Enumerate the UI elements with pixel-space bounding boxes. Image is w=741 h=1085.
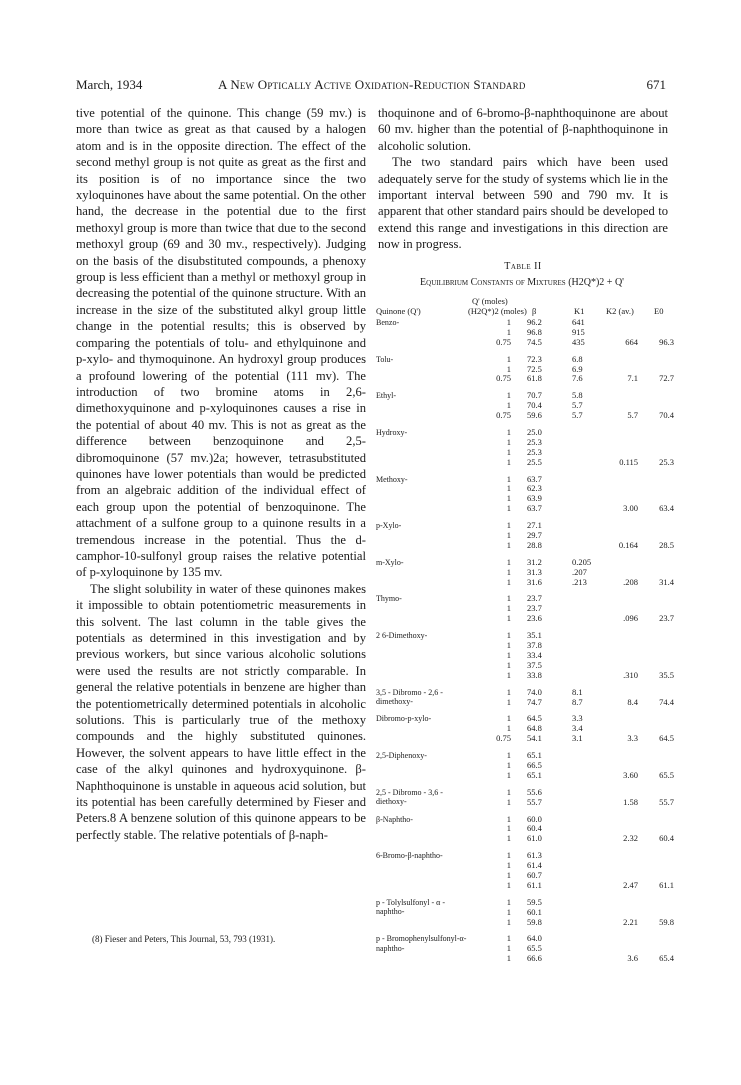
table-group xyxy=(372,521,672,551)
table-row xyxy=(372,771,672,781)
beta-cell: 28.8 xyxy=(527,539,542,550)
beta-cell: 65.5 xyxy=(527,943,542,954)
e0-cell: 74.4 xyxy=(659,696,674,707)
table-row xyxy=(372,641,672,651)
h-moles-cell: 1 xyxy=(506,530,511,541)
table-row xyxy=(372,631,672,641)
k1-cell: 7.6 xyxy=(572,373,583,384)
h-moles-cell: 1 xyxy=(506,649,511,660)
header-k2: K2 (av.) xyxy=(606,306,634,316)
beta-cell: 66.6 xyxy=(527,953,542,964)
e0-cell: 28.5 xyxy=(659,539,674,550)
beta-cell: 61.3 xyxy=(527,850,542,861)
k2-cell: 0.164 xyxy=(618,539,638,550)
table-row xyxy=(372,578,672,588)
e0-cell: 60.4 xyxy=(659,833,674,844)
h-moles-cell: 1 xyxy=(506,860,511,871)
paragraph: thoquinone and of 6-bromo-β-naphthoquinone are about 60 mv. higher than the potential of β-naphthoquinone in alcoholic solution. xyxy=(378,106,668,153)
quinone-name: 2 6-Dimethoxy- xyxy=(376,631,428,641)
beta-cell: 23.6 xyxy=(527,613,542,624)
k1-cell: 6.9 xyxy=(572,363,583,374)
h-moles-cell: 1 xyxy=(506,813,511,824)
quinone-name: Thymo- xyxy=(376,594,402,604)
k1-cell: 5.7 xyxy=(572,410,583,421)
k1-cell: 0.205 xyxy=(572,556,592,567)
k2-cell: 5.7 xyxy=(627,410,638,421)
e0-cell: 72.7 xyxy=(659,373,674,384)
e0-cell: 23.7 xyxy=(659,613,674,624)
k2-cell: 3.60 xyxy=(623,769,638,780)
table-row xyxy=(372,428,672,438)
beta-cell: 33.8 xyxy=(527,669,542,680)
table-row xyxy=(372,541,672,551)
table-group xyxy=(372,558,672,588)
h-moles-cell: 1 xyxy=(506,833,511,844)
k2-cell: 1.58 xyxy=(623,796,638,807)
beta-cell: 60.7 xyxy=(527,869,542,880)
h-moles-cell: 1 xyxy=(506,823,511,834)
beta-cell: 59.8 xyxy=(527,916,542,927)
right-column xyxy=(378,105,668,253)
header-h-moles: (H2Q*)2 (moles) xyxy=(468,306,527,316)
h-moles-cell: 0.75 xyxy=(496,733,511,744)
h-moles-cell: 1 xyxy=(506,363,511,374)
h-moles-cell: 0.75 xyxy=(496,373,511,384)
k1-cell: 915 xyxy=(572,326,585,337)
h-moles-cell: 1 xyxy=(506,520,511,531)
k1-cell: 8.1 xyxy=(572,686,583,697)
h-moles-cell: 1 xyxy=(506,669,511,680)
h-moles-cell: 1 xyxy=(506,713,511,724)
e0-cell: 35.5 xyxy=(659,669,674,680)
table-row xyxy=(372,594,672,604)
table-row xyxy=(372,318,672,328)
beta-cell: 23.7 xyxy=(527,593,542,604)
k2-cell: .096 xyxy=(623,613,638,624)
e0-cell: 64.5 xyxy=(659,733,674,744)
table-group xyxy=(372,898,672,928)
header-e0: E0 xyxy=(654,306,664,316)
h-moles-cell: 1 xyxy=(506,353,511,364)
h-moles-cell: 1 xyxy=(506,473,511,484)
h-moles-cell: 0.75 xyxy=(496,336,511,347)
table-group xyxy=(372,788,672,808)
table-row xyxy=(372,475,672,485)
h-moles-cell: 1 xyxy=(506,456,511,467)
beta-cell: 65.1 xyxy=(527,769,542,780)
table-group xyxy=(372,751,672,781)
h-moles-cell: 1 xyxy=(506,493,511,504)
beta-cell: 66.5 xyxy=(527,759,542,770)
beta-cell: 96.2 xyxy=(527,317,542,327)
k2-cell: 0.115 xyxy=(619,456,638,467)
beta-cell: 63.9 xyxy=(527,493,542,504)
k2-cell: .310 xyxy=(623,669,638,680)
table-row xyxy=(372,651,672,661)
beta-cell: 31.3 xyxy=(527,566,542,577)
k2-cell: 2.47 xyxy=(623,879,638,890)
h-moles-cell: 1 xyxy=(506,869,511,880)
e0-cell: 65.4 xyxy=(659,953,674,964)
quinone-name: Tolu- xyxy=(376,354,394,364)
beta-cell: 63.7 xyxy=(527,473,542,484)
beta-cell: 31.2 xyxy=(527,556,542,567)
table-row xyxy=(372,798,672,808)
beta-cell: 62.3 xyxy=(527,483,542,494)
table-row xyxy=(372,734,672,744)
quinone-name: 2,5-Diphenoxy- xyxy=(376,751,427,761)
h-moles-cell: 1 xyxy=(506,390,511,401)
h-moles-cell: 1 xyxy=(506,539,511,550)
beta-cell: 72.5 xyxy=(527,363,542,374)
beta-cell: 70.7 xyxy=(527,390,542,401)
table-row xyxy=(372,698,672,708)
k1-cell: 5.8 xyxy=(572,390,583,401)
h-moles-cell: 1 xyxy=(506,613,511,624)
beta-cell: 29.7 xyxy=(527,530,542,541)
k2-cell: 8.4 xyxy=(627,696,638,707)
header-q-moles: Q' (moles) xyxy=(472,296,508,306)
h-moles-cell: 1 xyxy=(506,317,511,327)
page-number: 671 xyxy=(646,77,666,92)
table-row xyxy=(372,458,672,468)
table-row xyxy=(372,614,672,624)
beta-cell: 23.7 xyxy=(527,603,542,614)
table-group xyxy=(372,714,672,744)
quinone-name: m-Xylo- xyxy=(376,557,404,567)
table-row xyxy=(372,815,672,825)
e0-cell: 61.1 xyxy=(659,879,674,890)
e0-cell: 65.5 xyxy=(659,769,674,780)
k1-cell: 641 xyxy=(572,317,585,327)
table-group xyxy=(372,355,672,385)
k1-cell: 6.8 xyxy=(572,353,583,364)
h-moles-cell: 1 xyxy=(506,686,511,697)
beta-cell: 61.8 xyxy=(527,373,542,384)
table-row xyxy=(372,954,672,964)
beta-cell: 60.4 xyxy=(527,823,542,834)
k2-cell: 664 xyxy=(625,336,638,347)
h-moles-cell: 1 xyxy=(506,556,511,567)
table-row xyxy=(372,851,672,861)
beta-cell: 61.0 xyxy=(527,833,542,844)
k1-cell: 3.4 xyxy=(572,723,583,734)
header-title: A New Optically Active Oxidation-Reduction Standard xyxy=(218,77,526,92)
table-group xyxy=(372,318,672,348)
beta-cell: 60.1 xyxy=(527,906,542,917)
table-row xyxy=(372,484,672,494)
h-moles-cell: 1 xyxy=(506,696,511,707)
h-moles-cell: 0.75 xyxy=(496,410,511,421)
k1-cell: 5.7 xyxy=(572,400,583,411)
quinone-name: 6-Bromo-β-naphtho- xyxy=(376,851,443,861)
beta-cell: 35.1 xyxy=(527,630,542,641)
header-date: March, 1934 xyxy=(76,77,143,92)
h-moles-cell: 1 xyxy=(506,427,511,438)
table-group xyxy=(372,934,672,964)
beta-cell: 25.0 xyxy=(527,427,542,438)
table-row xyxy=(372,751,672,761)
table-row xyxy=(372,374,672,384)
beta-cell: 64.0 xyxy=(527,933,542,944)
h-moles-cell: 1 xyxy=(506,446,511,457)
quinone-name: Methoxy- xyxy=(376,474,408,484)
table-group xyxy=(372,851,672,891)
e0-cell: 55.7 xyxy=(659,796,674,807)
beta-cell: 96.8 xyxy=(527,326,542,337)
h-moles-cell: 1 xyxy=(506,503,511,514)
beta-cell: 60.0 xyxy=(527,813,542,824)
k2-cell: 3.3 xyxy=(627,733,638,744)
footnote: (8) Fieser and Peters, This Journal, 53, 793 (1931). xyxy=(92,934,276,944)
table-group xyxy=(372,391,672,421)
beta-cell: 64.8 xyxy=(527,723,542,734)
header-quinone: Quinone (Q') xyxy=(376,306,421,316)
paragraph: The slight solubility in water of these quinones makes it impossible to obtain potentiometric measurements in this solvent. The last column in the table gives the potentials as determined in this investigation and by previous workers, but since various alcoholic solutions were used the results are not strictly comparable. In general the relative potentials in benzene are higher than the potentiometrically determined potentials in alcoholic solutions. This is particularly true of the methoxy compounds and the highly substituted quinones. However, the solvent appears to have little effect in the case of the alkyl quinones and hydroxyquinone. β-Naphthoquinone is unstable in aqueous acid solution, but its potential has been carefully determined by Fieser and Peters.8 A benzene solution of this quinone appears to be perfectly stable. The relative potentials of β-naph- xyxy=(76,581,366,842)
quinone-name: p - Tolylsulfonyl - α - naphtho- xyxy=(376,897,446,917)
table-group xyxy=(372,594,672,624)
h-moles-cell: 1 xyxy=(506,630,511,641)
beta-cell: 33.4 xyxy=(527,649,542,660)
h-moles-cell: 1 xyxy=(506,933,511,944)
table-row xyxy=(372,438,672,448)
k1-cell: 3.3 xyxy=(572,713,583,724)
h-moles-cell: 1 xyxy=(506,483,511,494)
table-row xyxy=(372,918,672,928)
k2-cell: 3.00 xyxy=(623,503,638,514)
table-caption: Equilibrium Constants of Mixtures (H2Q*)2 + Q' xyxy=(420,277,624,288)
beta-cell: 25.5 xyxy=(527,456,542,467)
table-row xyxy=(372,411,672,421)
h-moles-cell: 1 xyxy=(506,786,511,797)
h-moles-cell: 1 xyxy=(506,723,511,734)
table-row xyxy=(372,558,672,568)
table-row xyxy=(372,881,672,891)
k1-cell: 3.1 xyxy=(572,733,583,744)
quinone-name: Benzo- xyxy=(376,318,400,327)
beta-cell: 54.1 xyxy=(527,733,542,744)
h-moles-cell: 1 xyxy=(506,566,511,577)
table-group xyxy=(372,631,672,680)
beta-cell: 27.1 xyxy=(527,520,542,531)
beta-cell: 63.7 xyxy=(527,503,542,514)
beta-cell: 74.7 xyxy=(527,696,542,707)
beta-cell: 55.7 xyxy=(527,796,542,807)
h-moles-cell: 1 xyxy=(506,953,511,964)
k1-cell: 8.7 xyxy=(572,696,583,707)
h-moles-cell: 1 xyxy=(506,750,511,761)
quinone-name: p-Xylo- xyxy=(376,521,402,531)
table-row xyxy=(372,504,672,514)
e0-cell: 59.8 xyxy=(659,916,674,927)
quinone-name: Dibromo-p-xylo- xyxy=(376,714,432,724)
quinone-name: 3,5 - Dibromo - 2,6 - dimethoxy- xyxy=(376,687,443,707)
beta-cell: 74.5 xyxy=(527,336,542,347)
beta-cell: 59.5 xyxy=(527,896,542,907)
beta-cell: 74.0 xyxy=(527,686,542,697)
k1-cell: .207 xyxy=(572,566,587,577)
header-beta: β xyxy=(532,306,537,316)
table-row xyxy=(372,355,672,365)
paragraph: tive potential of the quinone. This change (59 mv.) is more than twice as great as that caused by a halogen atom and is in the opposite direction. The effect of the second methyl group is not quite as great as the first and its position is of no importance since the two xyloquinones have about the same potential. On the other hand, the decrease in the potential due to the first methoxyl group is more than twice that due to the second methoxyl group (69 and 30 mv., respectively). Judging on the basis of the disubstituted compounds, a phenoxy group is less efficient than a methyl or methoxyl group in decreasing the potential of the quinone structure. With an increase in the size of the substituted alkyl group little change in the potential results; this is observed by comparing the potentials of tolu- and ethylquinone and p-xylo- and thymoquinone. An hydroxyl group produces a profound lowering of the potential (111 mv). The introduction of two bromine atoms in 2,6-dimethoxyquinone and p-xyloquinones causes a rise in the potential of about 40 mv. This is not as great as the difference between benzoquinone and 2,5-dibromoquinone (57 mv.)2a; however, tetrasubstituted quinones have lower potentials than would be predicted from an algebraic addition of the individual effect of each group upon the potential of benzoquinone. The attachment of a sulfone group to a quinone results in a tremendous increase in the potential. Thus the d-camphor-10-sulfonyl group raises the relative potential of p-xyloquinone by 135 mv. xyxy=(76,106,366,580)
h-moles-cell: 1 xyxy=(506,603,511,614)
k2-cell: 2.21 xyxy=(623,916,638,927)
table-group xyxy=(372,815,672,845)
table-row xyxy=(372,391,672,401)
h-moles-cell: 1 xyxy=(506,906,511,917)
k1-cell: .213 xyxy=(572,576,587,587)
beta-cell: 25.3 xyxy=(527,436,542,447)
h-moles-cell: 1 xyxy=(506,576,511,587)
h-moles-cell: 1 xyxy=(506,400,511,411)
h-moles-cell: 1 xyxy=(506,769,511,780)
table-body xyxy=(372,318,672,971)
k2-cell: .208 xyxy=(623,576,638,587)
table-row xyxy=(372,898,672,908)
e0-cell: 31.4 xyxy=(659,576,674,587)
h-moles-cell: 1 xyxy=(506,593,511,604)
table-row xyxy=(372,714,672,724)
header-k1: K1 xyxy=(574,306,585,316)
table-group xyxy=(372,688,672,708)
k2-cell: 7.1 xyxy=(627,373,638,384)
beta-cell: 70.4 xyxy=(527,400,542,411)
paragraph: The two standard pairs which have been used adequately serve for the study of systems which lie in the important interval between 590 and 790 mv. It is apparent that other standard pairs should be developed to extend this range and investigations in this direction are now in progress. xyxy=(378,155,668,252)
table-group xyxy=(372,428,672,468)
beta-cell: 61.4 xyxy=(527,860,542,871)
h-moles-cell: 1 xyxy=(506,879,511,890)
h-moles-cell: 1 xyxy=(506,896,511,907)
h-moles-cell: 1 xyxy=(506,796,511,807)
h-moles-cell: 1 xyxy=(506,326,511,337)
table-group xyxy=(372,475,672,515)
e0-cell: 63.4 xyxy=(659,503,674,514)
beta-cell: 25.3 xyxy=(527,446,542,457)
table-row xyxy=(372,338,672,348)
beta-cell: 59.6 xyxy=(527,410,542,421)
h-moles-cell: 1 xyxy=(506,640,511,651)
h-moles-cell: 1 xyxy=(506,850,511,861)
e0-cell: 70.4 xyxy=(659,410,674,421)
left-column xyxy=(76,105,366,843)
table-row xyxy=(372,671,672,681)
h-moles-cell: 1 xyxy=(506,436,511,447)
beta-cell: 31.6 xyxy=(527,576,542,587)
h-moles-cell: 1 xyxy=(506,916,511,927)
k1-cell: 435 xyxy=(572,336,585,347)
h-moles-cell: 1 xyxy=(506,943,511,954)
beta-cell: 55.6 xyxy=(527,786,542,797)
table-row xyxy=(372,934,672,944)
beta-cell: 72.3 xyxy=(527,353,542,364)
running-header xyxy=(76,77,666,93)
table-row xyxy=(372,521,672,531)
beta-cell: 65.1 xyxy=(527,750,542,761)
beta-cell: 61.1 xyxy=(527,879,542,890)
k2-cell: 3.6 xyxy=(627,953,638,964)
quinone-name: 2,5 - Dibromo - 3,6 - diethoxy- xyxy=(376,787,443,807)
beta-cell: 37.8 xyxy=(527,640,542,651)
quinone-name: Ethyl- xyxy=(376,391,396,401)
e0-cell: 96.3 xyxy=(659,336,674,347)
quinone-name: β-Naphtho- xyxy=(376,814,413,824)
h-moles-cell: 1 xyxy=(506,759,511,770)
k2-cell: 2.32 xyxy=(623,833,638,844)
beta-cell: 64.5 xyxy=(527,713,542,724)
e0-cell: 25.3 xyxy=(659,456,674,467)
quinone-name: p - Bromophenylsulfonyl-α-naphtho- xyxy=(376,934,467,953)
h-moles-cell: 1 xyxy=(506,659,511,670)
table-label: Table II xyxy=(504,261,542,272)
beta-cell: 37.5 xyxy=(527,659,542,670)
table-row xyxy=(372,834,672,844)
quinone-name: Hydroxy- xyxy=(376,428,408,438)
table-row xyxy=(372,861,672,871)
